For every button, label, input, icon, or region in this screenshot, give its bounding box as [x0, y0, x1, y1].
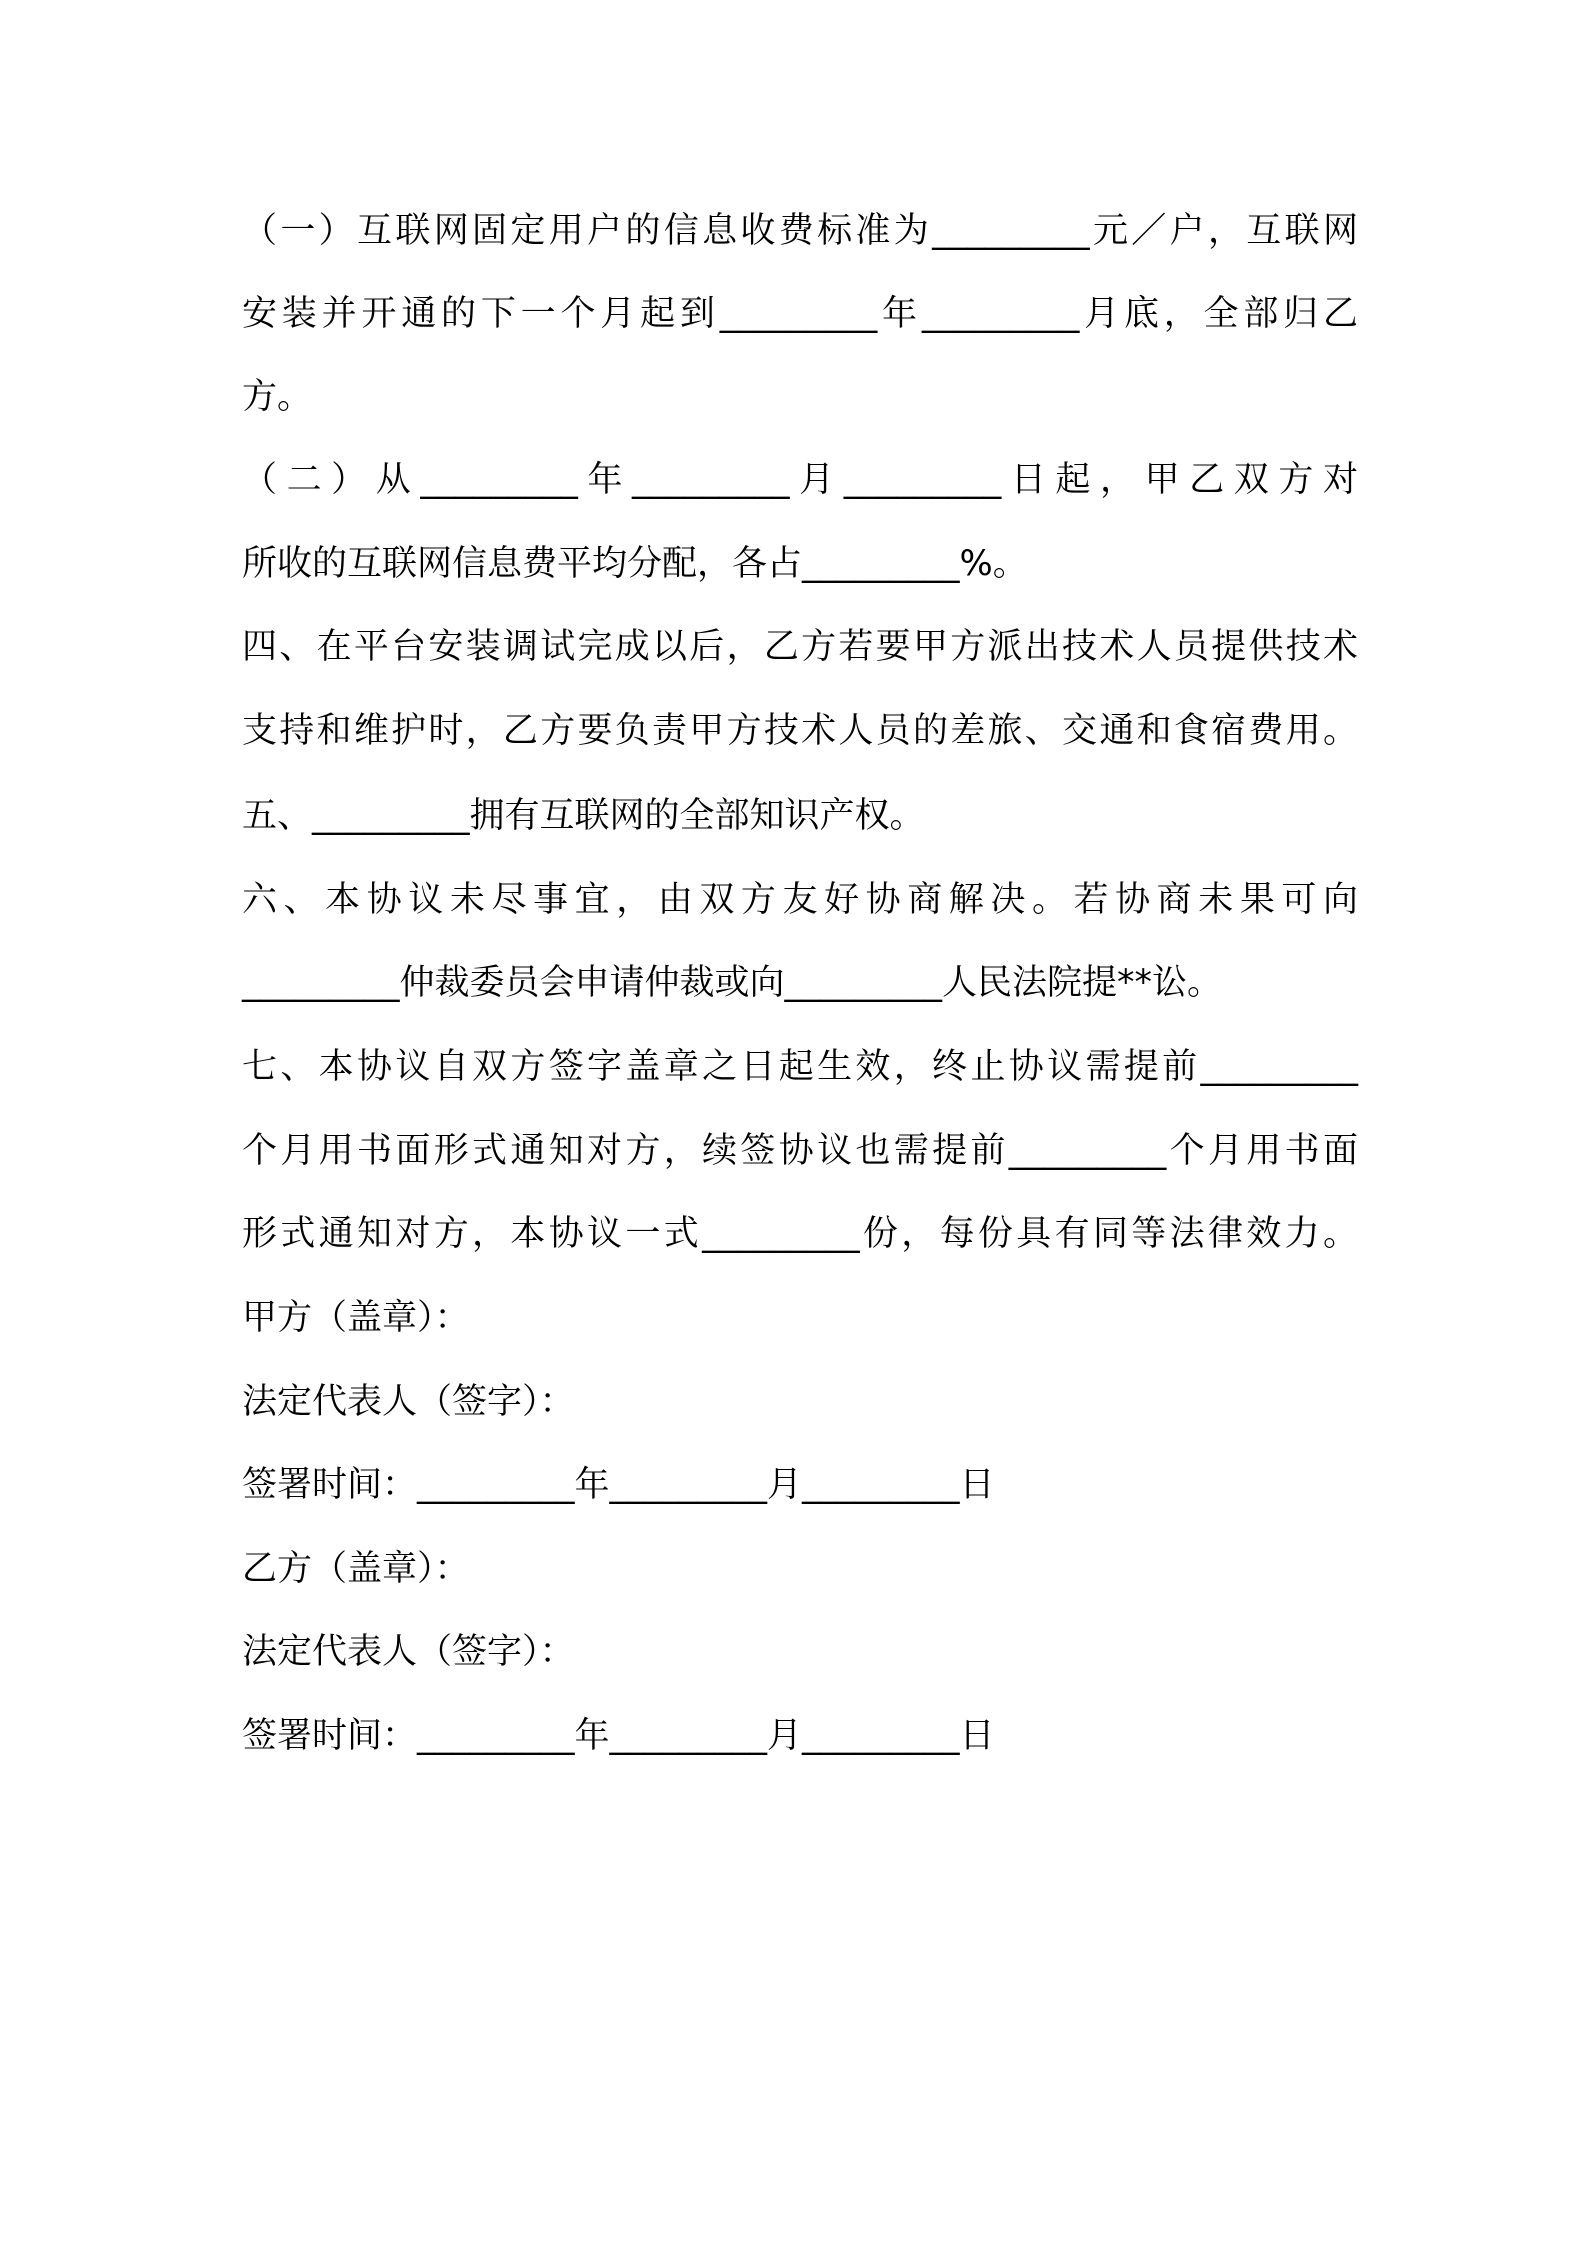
document-line: 六、本协议未尽事宜，由双方友好协商解决。若协商未果可向 — [242, 880, 1358, 920]
document-line: 五、_________拥有互联网的全部知识产权。 — [242, 796, 925, 836]
document-line: 法定代表人（签字）： — [242, 1632, 575, 1672]
document-line: 所收的互联网信息费平均分配，各占_________%。 — [242, 544, 1028, 584]
document-line: 甲方（盖章）： — [242, 1298, 470, 1338]
document-line: 形式通知对方，本协议一式_________份，每份具有同等法律效力。 — [242, 1214, 1358, 1254]
document-line: 签署时间：_________年_________月_________日 — [242, 1465, 995, 1505]
document-line: 乙方（盖章）： — [242, 1549, 470, 1589]
document-line: 安装并开通的下一个月起到_________年_________月底，全部归乙 — [242, 294, 1358, 334]
document-line: 支持和维护时，乙方要负责甲方技术人员的差旅、交通和食宿费用。 — [242, 711, 1358, 751]
document-line: _________仲裁委员会申请仲裁或向_________人民法院提**讼。 — [242, 963, 1223, 1003]
document-line: 方。 — [242, 377, 313, 417]
document-line: 四、在平台安装调试完成以后，乙方若要甲方派出技术人员提供技术 — [242, 627, 1358, 667]
document-line: 七、本协议自双方签字盖章之日起生效，终止协议需提前_________ — [242, 1047, 1358, 1087]
document-line: （一）互联网固定用户的信息收费标准为_________元／户，互联网 — [242, 211, 1358, 251]
document-line: 个月用书面形式通知对方，续签协议也需提前_________个月用书面 — [242, 1131, 1358, 1171]
document-line: 法定代表人（签字）： — [242, 1382, 575, 1422]
document-line: 签署时间：_________年_________月_________日 — [242, 1716, 995, 1756]
document-line: （二）从_________年_________月_________日起，甲乙双方对 — [242, 460, 1358, 500]
